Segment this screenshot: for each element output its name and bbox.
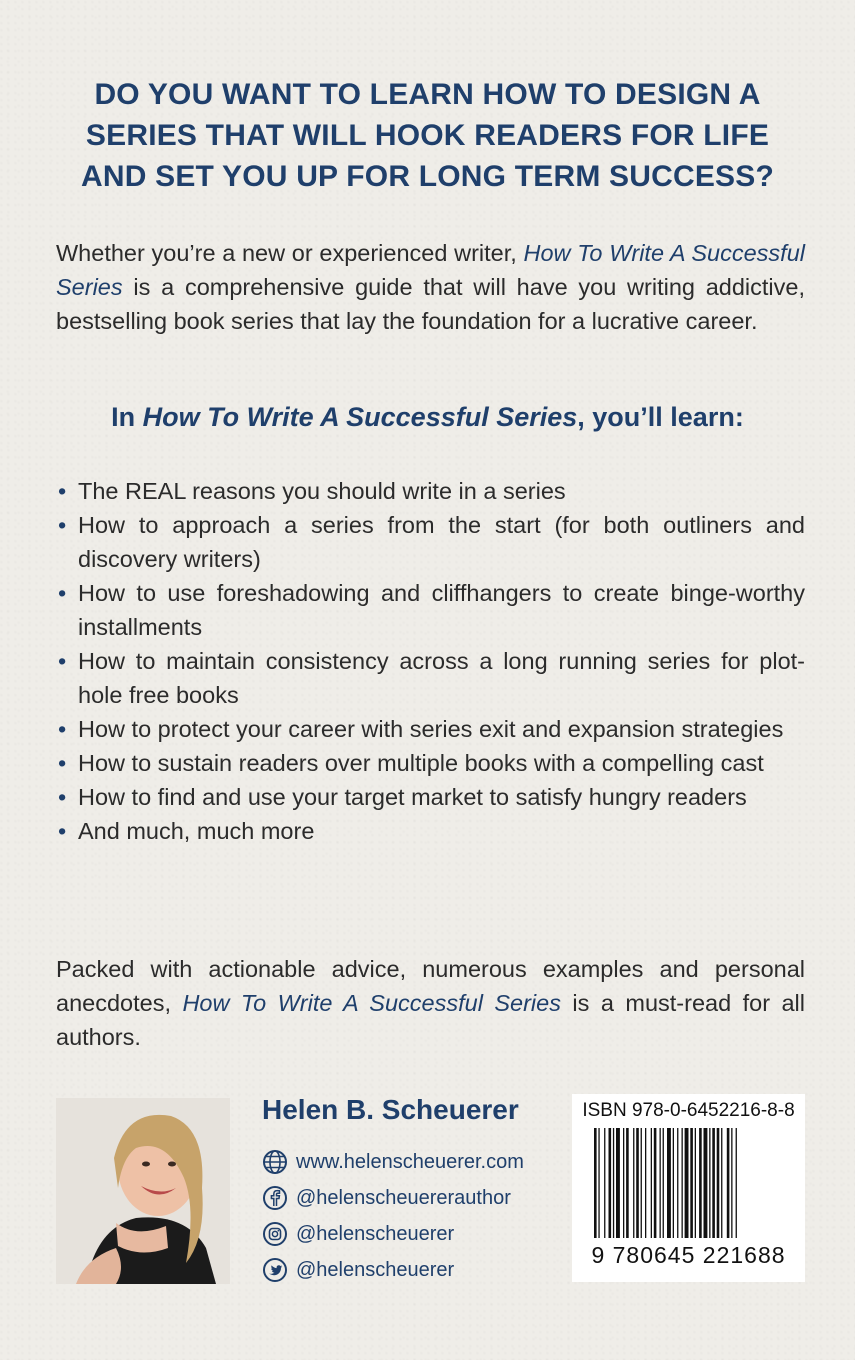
barcode-bar (616, 1128, 620, 1238)
instagram-icon (262, 1221, 288, 1247)
globe-icon (262, 1149, 288, 1175)
barcode-bar (598, 1128, 599, 1238)
list-item: • How to protect your career with series exit and expansion strategies (56, 712, 805, 746)
headline-line-1: DO YOU WANT TO LEARN HOW TO DESIGN A (94, 78, 761, 111)
author-link-twitter[interactable] (262, 1252, 524, 1288)
barcode-bar (695, 1128, 696, 1238)
barcode-bar (731, 1128, 732, 1238)
closing-book-title: How To Write A Successful Series (182, 990, 561, 1016)
list-item: • And much, much more (56, 814, 805, 848)
list-item: • The REAL reasons you should write in a series (56, 474, 805, 508)
barcode-bar (673, 1128, 674, 1238)
intro-book-title: How To Write A Successful Series (56, 240, 805, 300)
closing-text-pre: Packed with actionable advice, numerous examples and personal anecdotes, (56, 956, 805, 1016)
barcode-digits: 9 780645 221688 (591, 1242, 786, 1268)
barcode-bar (699, 1128, 702, 1238)
barcode-bar (660, 1128, 661, 1238)
barcode-bar (717, 1128, 720, 1238)
barcode-bar (613, 1128, 614, 1238)
barcode-bar (645, 1128, 646, 1238)
author-link-instagram[interactable] (262, 1216, 524, 1252)
barcode-bar (654, 1128, 657, 1238)
list-item: • How to maintain consistency across a long running series for plot-hole free books (56, 644, 805, 712)
author-link-website[interactable] (262, 1144, 524, 1180)
barcode-bar (704, 1128, 708, 1238)
barcode-bar (667, 1128, 671, 1238)
barcode-bar (609, 1128, 612, 1238)
intro-text-post: is a comprehensive guide that will have you writing addictive, bestselling book series that lay the foundation for a lucrative career. (56, 274, 805, 334)
author-photo (56, 1098, 230, 1284)
author-portrait-illustration (56, 1098, 230, 1284)
headline (60, 74, 795, 197)
barcode-bar (651, 1128, 652, 1238)
learn-heading-post: , you’ll learn: (577, 402, 744, 432)
headline-line-2: SERIES THAT WILL HOOK READERS FOR LIFE (85, 119, 770, 152)
website-link-text[interactable]: www.helenscheuerer.com (296, 1150, 524, 1173)
barcode-bar (690, 1128, 693, 1238)
author-link-facebook[interactable] (262, 1180, 524, 1216)
barcode-bar (685, 1128, 689, 1238)
closing-text-post: is a must-read for all authors. (56, 990, 805, 1050)
facebook-link-text[interactable]: @helenscheuererauthor (296, 1186, 511, 1209)
isbn-label: ISBN 978-0-6452216-8-8 (582, 1100, 795, 1121)
barcode-bar (623, 1128, 624, 1238)
barcode-bar (626, 1128, 629, 1238)
barcode-bar (604, 1128, 605, 1238)
barcode-bar (721, 1128, 722, 1238)
barcode-bar (677, 1128, 678, 1238)
barcode-bar (594, 1128, 597, 1238)
learn-heading-title: How To Write A Successful Series (142, 402, 578, 432)
isbn-barcode (572, 1094, 805, 1282)
barcode-bar (727, 1128, 730, 1238)
headline-line-3: AND SET YOU UP FOR LONG TERM SUCCESS? (80, 160, 775, 193)
author-name: Helen B. Scheuerer (262, 1094, 519, 1125)
barcode-bar (633, 1128, 634, 1238)
twitter-link-text[interactable]: @helenscheuerer (296, 1258, 455, 1281)
list-item: • How to sustain readers over multiple books with a compelling cast (56, 746, 805, 780)
barcode-bar (636, 1128, 639, 1238)
barcode-bar (709, 1128, 710, 1238)
author-links (262, 1144, 524, 1288)
barcode-bar (663, 1128, 664, 1238)
list-item: • How to approach a series from the start (for both outliners and discovery writers) (56, 508, 805, 576)
intro-text-pre: Whether you’re a new or experienced writer, (56, 240, 524, 266)
learn-heading (0, 402, 855, 433)
list-item: • How to use foreshadowing and cliffhangers to create binge-worthy installments (56, 576, 805, 644)
twitter-icon (262, 1257, 288, 1283)
learn-list (56, 474, 805, 848)
closing-paragraph (56, 952, 805, 1054)
learn-heading-pre: In (111, 402, 143, 432)
facebook-icon (262, 1185, 288, 1211)
list-item: • How to find and use your target market to satisfy hungry readers (56, 780, 805, 814)
instagram-link-text[interactable]: @helenscheuerer (296, 1222, 455, 1245)
barcode-bar (682, 1128, 683, 1238)
intro-paragraph (56, 236, 805, 338)
barcode-bar (712, 1128, 715, 1238)
barcode-bar (736, 1128, 737, 1238)
barcode-bar (641, 1128, 642, 1238)
